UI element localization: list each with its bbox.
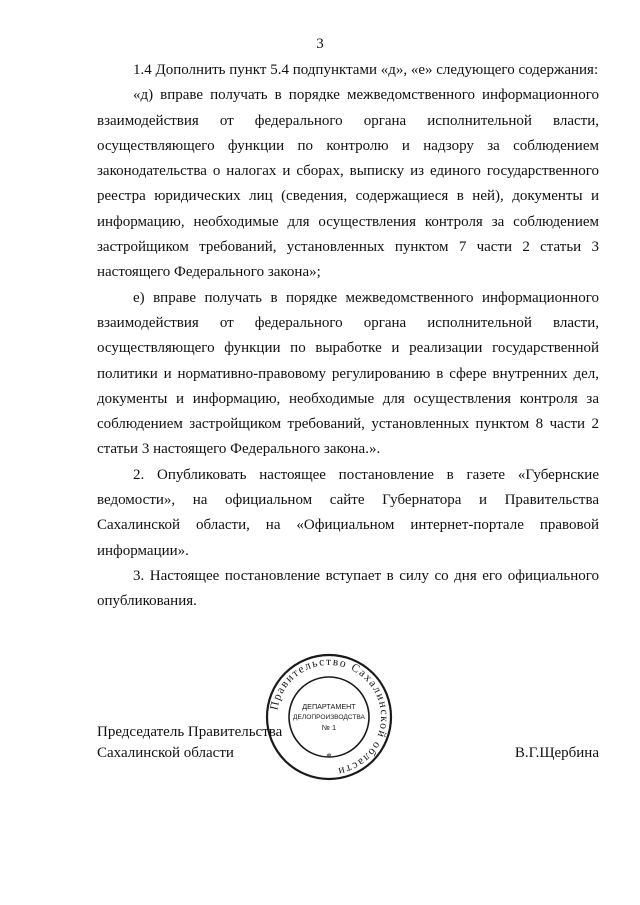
paragraph-2-publish: 2. Опубликовать настоящее постановление в газете «Губернские ведомости», на официальном сайте Губернатора и Правительства Сахалинской области, на «Официальном интернет-портале правовой информации».	[97, 466, 599, 559]
signatory-position-line2: Сахалинской области	[97, 745, 234, 761]
seal-department-name: ДЕЛОПРОИЗВОДСТВА	[293, 714, 365, 721]
seal-star: *	[326, 751, 332, 763]
signatory-position	[97, 722, 282, 764]
seal-ring-text: Правительство Сахалинской области	[268, 655, 391, 778]
signatory-position-line1: Председатель Правительства	[97, 724, 283, 740]
seal-number: № 1	[321, 723, 337, 732]
signatory-name: В.Г.Щербина	[514, 745, 599, 761]
page-number: 3	[316, 36, 324, 52]
seal-department-label: ДЕПАРТАМЕНТ	[302, 702, 356, 711]
document-body	[97, 58, 599, 615]
paragraph-1-4: 1.4 Дополнить пункт 5.4 подпунктами «д», «е» следующего содержания:	[133, 62, 599, 78]
paragraph-subpoint-d: «д) вправе получать в порядке межведомственного информационного взаимодействия от федерального органа исполнительной власти, осуществляющего функции по контролю и надзору за соблюдением законодательства о налогах и сборах, выписку из единого государственного реестра юридических лиц (сведения, содержащиеся в ней), документы и информацию, необходимые для осуществления контроля за соблюдением застройщиком требований, установленных пунктом 7 части 2 статьи 3 настоящего Федерального закона»;	[97, 87, 599, 281]
official-seal	[264, 652, 394, 782]
paragraph-subpoint-e: е) вправе получать в порядке межведомственного информационного взаимодействия от федерального органа исполнительной власти, осуществляющего функции по выработке и реализации государственной политики и нормативно-правовому регулированию в сфере внутренних дел, документы и информацию, необходимые для осуществления контроля за соблюдением застройщиком требований, установленных пунктом 8 части 2 статьи 3 настоящего Федерального закона.».	[97, 289, 599, 458]
paragraph-3-effective: 3. Настоящее постановление вступает в силу со дня его официального опубликования.	[97, 567, 599, 610]
